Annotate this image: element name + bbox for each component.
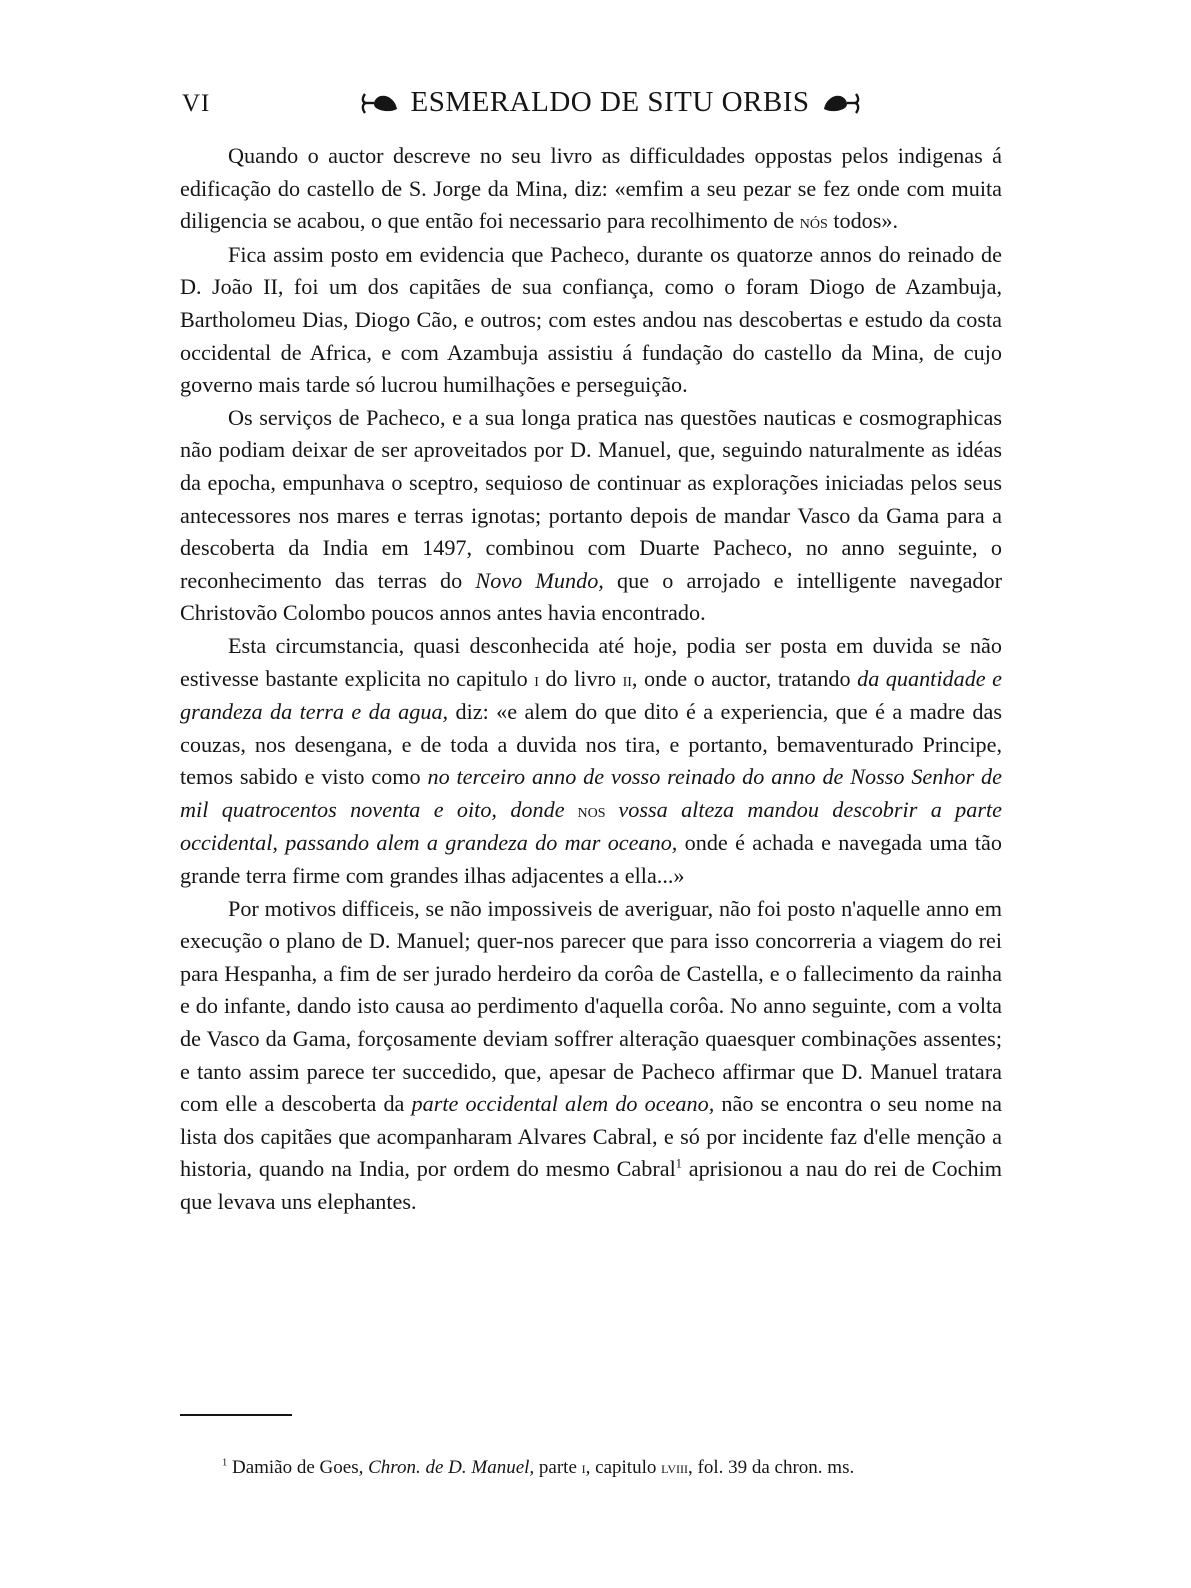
paragraph-3: Os serviços de Pacheco, e a sua longa pratica nas questões nauticas e cosmographicas não podiam deixar de ser aproveitados por D. Manuel, que, seguindo naturalmente as idéas da epocha, empunhava o sceptro, sequioso de continuar as explorações iniciadas pelos seus antecessores nos mares e terras ignotas; portanto depois de mandar Vasco da Gama para a descoberta da India em 1497, combinou com Duarte Pacheco, no anno seguinte, o reconhecimento das terras do Novo Mundo, que o arrojado e intelligente navegador Christovão Colombo poucos annos antes havia encontrado. xyxy=(180,404,1002,626)
right-fleuron-icon xyxy=(820,90,860,116)
paragraph-4: Esta circumstancia, quasi desconhecida até hoje, podia ser posta em duvida se não estivesse bastante explicita no capitulo i do livro ii, onde o auctor, tratando da quantidade e grandeza da terra e da agua, diz: «e alem do que dito é a experiencia, que é a madre das couzas, nos desengana, e de toda a duvida nos tira, e portanto, bemaventurado Principe, temos sabido e visto como no terceiro anno de vosso reinado do anno de Nosso Senhor de mil quatrocentos noventa e oito, donde nos vossa alteza mandou descobrir a parte occidental, passando alem a grandeza do mar oceano, onde é achada e navegada uma tão grande terra firme com grandes ilhas adjacentes a ella...» xyxy=(180,632,1003,889)
page-number: VI xyxy=(182,90,211,117)
footnote-divider xyxy=(180,1414,292,1416)
paragraph-2: Fica assim posto em evidencia que Pacheco, durante os quatorze annos do reinado de D. João II, foi um dos capitães de sua confiança, como o foram Diogo de Azambuja, Bartholomeu Dias, Diogo Cão, e outros; com estes andou nas descobertas e estudo da costa occidental de Africa, e com Azambuja assistiu á fundação do castello da Mina, de cujo governo mais tarde só lucrou humilhações e perseguição. xyxy=(180,241,1002,398)
body-text xyxy=(180,140,1002,1219)
running-title-line xyxy=(330,86,890,119)
footnote-reference: 1 xyxy=(675,1156,682,1171)
paragraph-5: Por motivos difficeis, se não impossiveis de averiguar, não foi posto n'aquelle anno em execução o plano de D. Manuel; quer-nos parecer que para isso concorreria a viagem do rei para Hespanha, a fim de ser jurado herdeiro da corôa de Castella, e o fallecimento da rainha e do infante, dando isto causa ao perdimento d'aquella corôa. No anno seguinte, com a volta de Vasco da Gama, forçosamente deviam soffrer alteração quaesquer combinações assentes; e tanto assim parece ter succedido, que, apesar de Pacheco affirmar que D. Manuel tratara com elle a descoberta da parte occidental alem do oceano, não se encontra o seu nome na lista dos capitães que acompanharam Alvares Cabral, e só por incidente faz d'elle menção a historia, quando na India, por ordem do mesmo Cabral$^1$ aprisionou a nau do rei de Cochim que levava uns elephantes. xyxy=(180,895,1003,1214)
running-title: ESMERALDO DE SITU ORBIS xyxy=(410,86,810,118)
paragraph-1: Quando o auctor descreve no seu livro as difficuldades oppostas pelos indigenas á edificação do castello de S. Jorge da Mina, diz: «emfim a seu pezar se fez onde com muita diligencia se acabou, o que então foi necessario para recolhimento de nós todos». xyxy=(180,143,1002,234)
footnote: $^1$ Damião de Goes, Chron. de D. Manuel, parte i, capitulo lviii, fol. 39 da chron. ms. xyxy=(222,1457,855,1478)
page-header xyxy=(182,86,1012,126)
footnote-marker: 1 xyxy=(222,1457,228,1469)
left-fleuron-icon xyxy=(361,90,401,116)
